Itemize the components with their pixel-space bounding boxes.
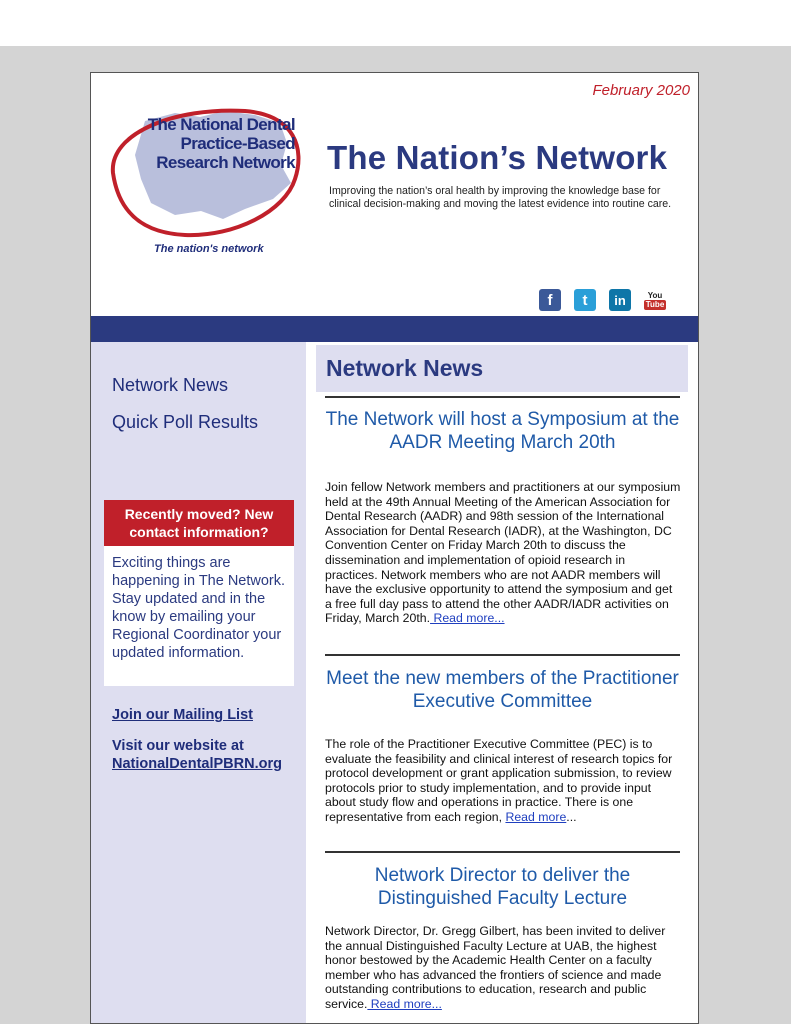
sidebar-link-network-news[interactable]: Network News <box>112 375 229 395</box>
article-divider <box>325 851 680 853</box>
newsletter-subtitle: Improving the nation’s oral health by improving the knowledge base for clinical decision-making and moving the latest evidence into routine care. <box>329 185 672 210</box>
logo-tagline: The nation's network <box>154 243 264 255</box>
website-link[interactable]: NationalDentalPBRN.org <box>112 756 282 772</box>
issue-date: February 2020 <box>592 82 690 99</box>
sidebar-link-quick-poll[interactable]: Quick Poll Results <box>112 412 259 432</box>
article-headline[interactable]: Network Director to deliver the Distinguished Faculty Lecture <box>374 865 631 909</box>
social-links <box>539 289 666 311</box>
newsletter-title: The Nation’s Network <box>327 139 668 176</box>
article-divider <box>325 396 680 398</box>
youtube-glyph-top: You <box>647 290 663 300</box>
article-text: The role of the Practitioner Executive Committee (PEC) is to evaluate the feasibility and clinical interest of research topics for protocol development or grant application submission, to review protocols prior to study implementation, and to provide input about study flow and operations in practice. There is one representative from each region, <box>325 737 673 824</box>
read-more-link[interactable]: Read more... <box>367 996 442 1011</box>
article-divider <box>325 654 680 656</box>
article-headline[interactable]: Meet the new members of the Practitioner Executive Committee <box>326 668 679 712</box>
article-body <box>325 480 681 626</box>
youtube-icon[interactable] <box>644 289 666 311</box>
website-prefix: Visit our website at <box>112 738 244 754</box>
logo-line-1: The National Dental <box>147 115 295 134</box>
section-header <box>316 345 688 392</box>
mailing-list-link[interactable]: Join our Mailing List <box>112 707 253 723</box>
facebook-icon[interactable] <box>539 289 561 311</box>
moved-callout-body: Exciting things are happening in The Network. Stay updated and in the know by emailing your Regional Coordinator your updated information. <box>112 555 286 661</box>
read-more-link[interactable]: Read more <box>505 809 567 824</box>
moved-callout-title: Recently moved? New contact information? <box>104 500 294 546</box>
sidebar <box>91 342 306 1024</box>
logo-line-2: Practice-Based <box>180 134 295 153</box>
article-text-tail: ... <box>566 809 577 824</box>
twitter-icon[interactable] <box>574 289 596 311</box>
twitter-glyph: t <box>582 291 588 309</box>
linkedin-glyph: in <box>614 292 626 308</box>
youtube-glyph-bottom: Tube <box>645 299 665 309</box>
article-body <box>325 737 681 825</box>
logo-wordmark <box>109 115 295 172</box>
logo-line-3: Research Network <box>156 153 295 172</box>
header-divider-bar <box>91 316 699 342</box>
linkedin-icon[interactable] <box>609 289 631 311</box>
article-text: Join fellow Network members and practitioners at our symposium held at the 49th Annual Meeting of the American Association for Dental Research (AADR) and 98th session of the International Association for Dental Research (IADR), at the Washington, DC Convention Center on Friday March 20th to discuss the dissemination and implementation of opioid research in practices. Network members who are not AADR members will have the exclusive opportunity to attend the symposium and get a free full day pass to attend the other AADR/IADR activities on Friday, March 20th. <box>325 480 681 626</box>
article-text: Network Director, Dr. Gregg Gilbert, has been invited to deliver the annual Distinguished Faculty Lecture at UAB, the highest honor bestowed by the Academic Health Center on a faculty member who has advanced the frontiers of science and made outstanding contributions to education, research and public service. <box>325 924 666 1011</box>
newsletter-page <box>90 72 699 1024</box>
article-body <box>325 924 681 1012</box>
read-more-link[interactable]: Read more... <box>430 611 505 626</box>
article-headline[interactable]: The Network will host a Symposium at the AADR Meeting March 20th <box>325 409 680 453</box>
facebook-glyph: f <box>547 291 553 309</box>
section-title: Network News <box>326 355 484 381</box>
moved-callout <box>104 500 294 686</box>
